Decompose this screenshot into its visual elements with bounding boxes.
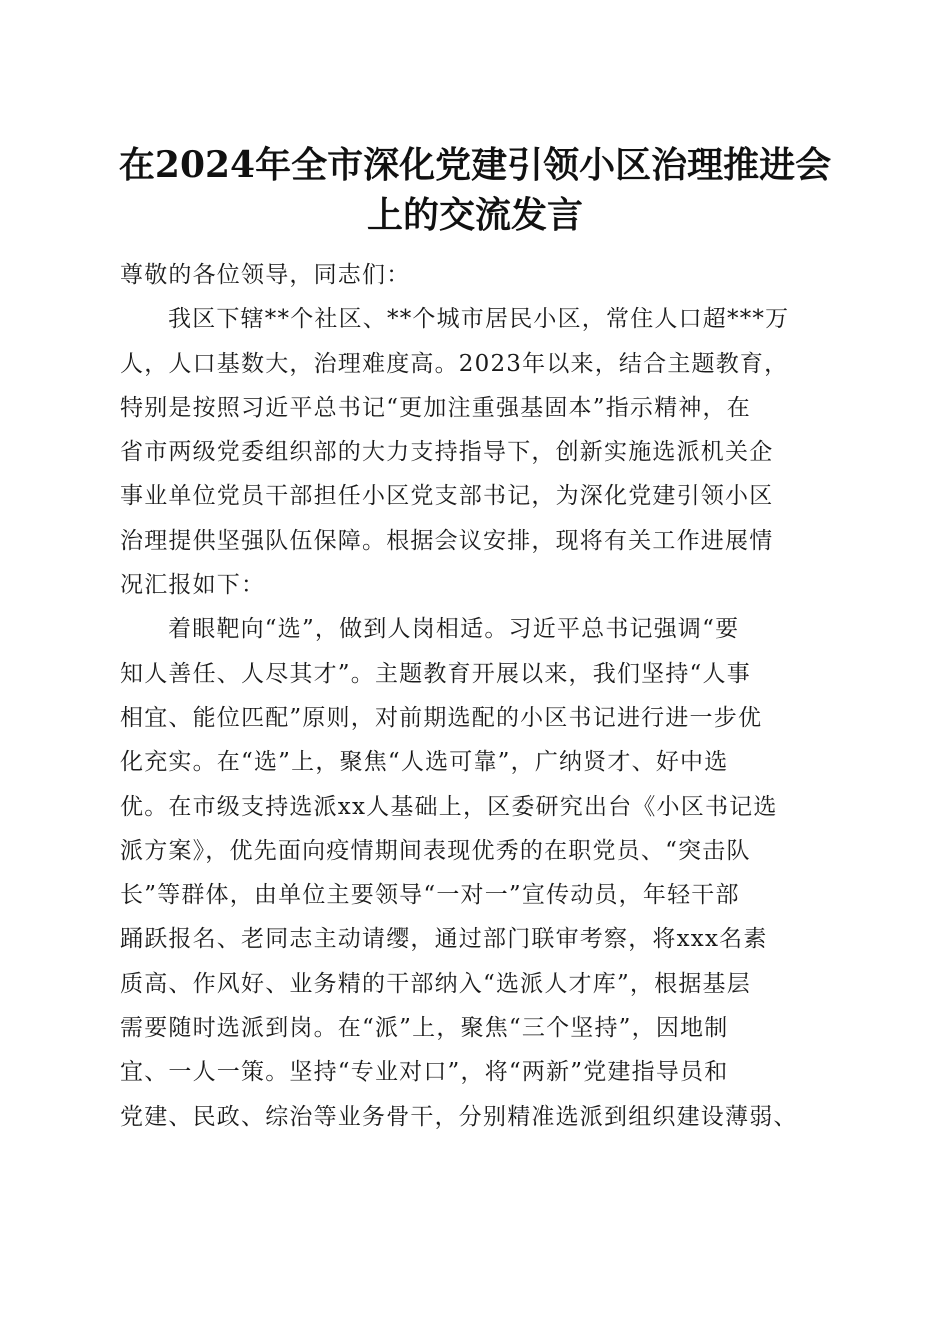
paragraph-1 [120, 297, 832, 607]
paragraph-line: 省市两级党委组织部的大力支持指导下，创新实施选派机关企 [120, 439, 774, 466]
title-line-1: 在2024年全市深化党建引领小区治理推进会 [118, 144, 832, 186]
document-body [120, 253, 832, 1139]
paragraph-line: 事业单位党员干部担任小区党支部书记，为深化党建引领小区 [120, 483, 774, 510]
paragraph-line: 宜、一人一策。坚持“专业对口”，将“两新”党建指导员和 [120, 1059, 729, 1086]
paragraph-line: 优。在市级支持选派xx人基础上，区委研究出台《小区书记选 [120, 793, 778, 820]
paragraph-line: 人，人口基数大，治理难度高。2023年以来，结合主题教育， [120, 350, 789, 377]
paragraph-line: 我区下辖**个社区、**个城市居民小区，常住人口超***万 [168, 306, 790, 333]
paragraph-line: 知人善任、人尽其才”。主题教育开展以来，我们坚持“人事 [120, 660, 751, 687]
title-line-2: 上的交流发言 [366, 194, 583, 236]
paragraph-line: 需要随时选派到岗。在“派”上，聚焦“三个坚持”，因地制 [120, 1015, 729, 1042]
paragraph-line: 质高、作风好、业务精的干部纳入“选派人才库”，根据基层 [120, 970, 751, 997]
paragraph-line: 派方案》，优先面向疫情期间表现优秀的在职党员、“突击队 [120, 837, 751, 864]
paragraph-2 [120, 607, 832, 1139]
paragraph-line: 着眼靶向“选”，做到人岗相适。习近平总书记强调“要 [168, 616, 740, 643]
paragraph-line: 化充实。在“选”上，聚焦“人选可靠”，广纳贤才、好中选 [120, 749, 729, 776]
salutation: 尊敬的各位领导，同志们： [120, 262, 411, 288]
paragraph-line: 相宜、能位匹配”原则，对前期选配的小区书记进行进一步优 [120, 704, 763, 731]
paragraph-line: 长”等群体，由单位主要领导“一对一”宣传动员，年轻干部 [120, 882, 740, 909]
document-title [95, 140, 855, 240]
paragraph-line: 况汇报如下： [120, 572, 266, 599]
paragraph-line: 党建、民政、综治等业务骨干，分别精准选派到组织建设薄弱、 [120, 1103, 798, 1130]
paragraph-line: 治理提供坚强队伍保障。根据会议安排，现将有关工作进展情 [120, 527, 774, 554]
paragraph-line: 特别是按照习近平总书记“更加注重强基固本”指示精神，在 [120, 394, 751, 421]
paragraph-line: 踊跃报名、老同志主动请缨，通过部门联审考察，将xxx名素 [120, 926, 768, 953]
